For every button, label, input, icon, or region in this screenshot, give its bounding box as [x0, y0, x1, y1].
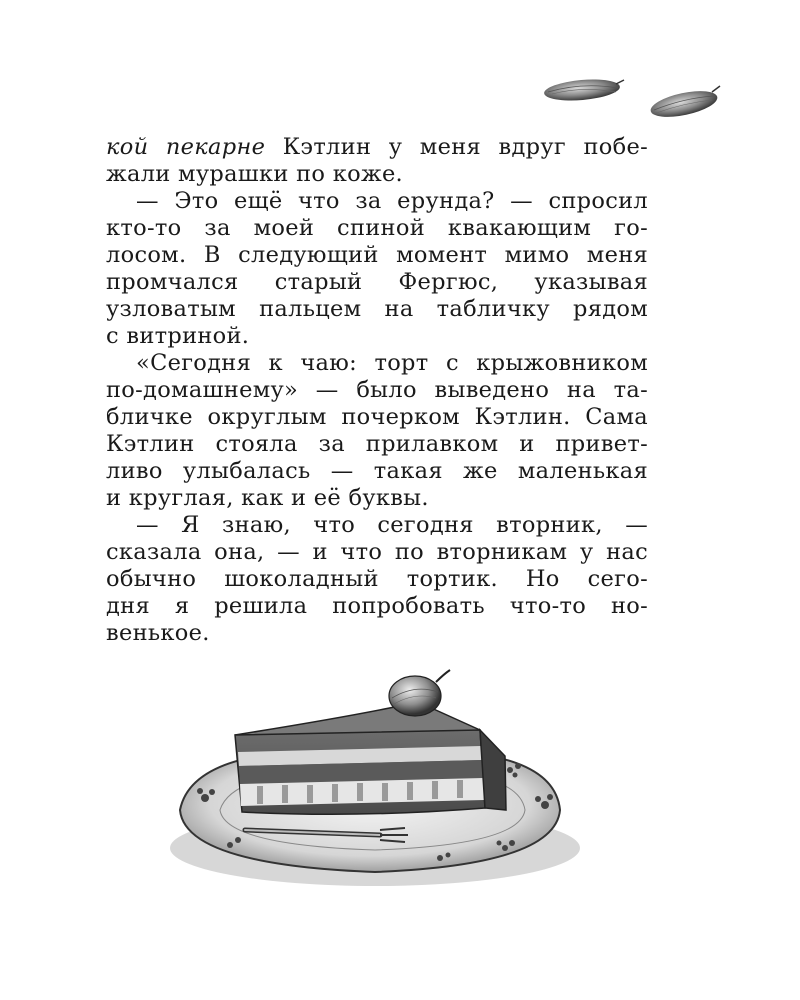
text-line: Кэтлин стояла за прилавком и привет-	[106, 431, 648, 457]
text-line: ливо улыбалась — такая же маленькая	[106, 458, 648, 484]
gooseberries-icon	[532, 70, 732, 130]
text-line: сказала она, — и что по вторникам у нас	[106, 539, 648, 565]
text-line: венькое.	[106, 620, 210, 646]
text-line: кой пекарне Кэтлин у меня вдруг побе-	[106, 134, 648, 160]
text-line: — Я знаю, что сегодня вторник, —	[136, 512, 648, 538]
story-text	[106, 134, 648, 647]
text-line: узловатым пальцем на табличку рядом	[106, 296, 648, 322]
text-line: лосом. В следующий момент мимо меня	[106, 242, 648, 268]
text-line: промчался старый Фергюс, указывая	[106, 269, 648, 295]
text-line: «Сегодня к чаю: торт с крыжовником	[136, 350, 648, 376]
text-line: жали мурашки по коже.	[106, 161, 404, 187]
gooseberry-left	[543, 77, 624, 104]
gooseberry-cake-slice-on-plate-icon	[160, 660, 580, 890]
text-line: дня я решила попробовать что-то но-	[106, 593, 648, 619]
gooseberry-right	[648, 86, 720, 122]
text-line: — Это ещё что за ерунда? — спросил	[136, 188, 648, 214]
text-line: и круглая, как и её буквы.	[106, 485, 429, 511]
text-line: кто-то за моей спиной квакающим го-	[106, 215, 648, 241]
cake-gooseberry	[389, 670, 450, 716]
text-line: бличке округлым почерком Кэтлин. Сама	[106, 404, 648, 430]
text-line: с витриной.	[106, 323, 250, 349]
italic-phrase: кой пекарне	[106, 134, 266, 160]
text-line: обычно шоколадный тортик. Но сего-	[106, 566, 648, 592]
cake-slice	[235, 702, 506, 814]
text-line: по-домашнему» — было выведено на та-	[106, 377, 648, 403]
